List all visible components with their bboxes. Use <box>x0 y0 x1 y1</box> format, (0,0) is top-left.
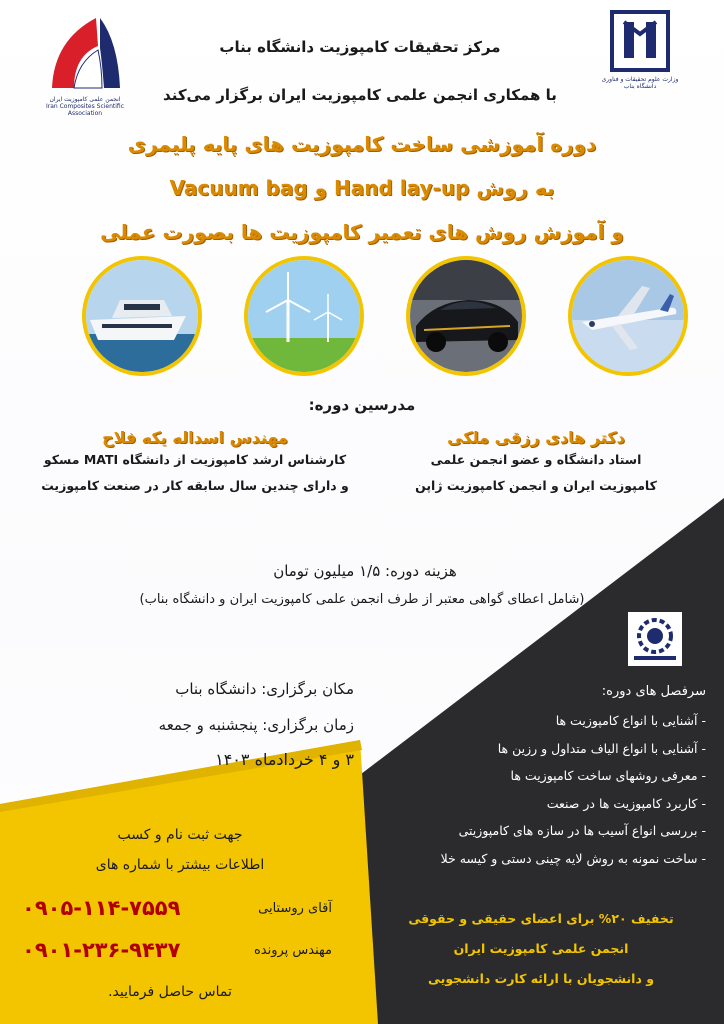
sports-car-image <box>406 256 526 376</box>
university-logo-caption-2: دانشگاه بناب <box>623 83 657 90</box>
instructor-left-desc-1: کارشناس ارشد کامپوزیت از دانشگاه MATI مسکو <box>43 452 347 467</box>
university-logo-caption-1: وزارت علوم تحقیقات و فناوری <box>601 76 679 83</box>
discount-line-3: و دانشجویان با ارائه کارت دانشجویی <box>428 971 654 986</box>
wind-turbine-image <box>244 256 364 376</box>
phone-number[interactable]: ۰۹۰۵-۱۱۴-۷۵۵۹ <box>22 896 181 920</box>
contact-closing: تماس حاصل فرمایید. <box>108 984 232 1000</box>
society-logo-caption-1: انجمن علمی کامپوزیت ایران <box>49 96 121 103</box>
venue-date: ۳ و ۴ خردادماه ۱۴۰۳ <box>215 750 354 769</box>
topic-item: - آشنایی با انواع الیاف متداول و رزین ها <box>497 740 706 756</box>
topic-item: - ساخت نمونه به روش لایه چینی دستی و کیسه خلا <box>440 850 706 866</box>
society-emblem-icon <box>44 12 126 92</box>
research-center-badge <box>624 608 686 670</box>
header-line-1: مرکز تحقیقات کامپوزیت دانشگاه بناب <box>219 38 501 56</box>
course-fee: هزینه دوره: ۱/۵ میلیون تومان <box>273 562 457 580</box>
topic-item: - آشنایی با انواع کامپوزیت ها <box>555 713 706 728</box>
book-emblem-icon <box>610 10 670 72</box>
instructor-right-name: دکتر هادی رزقی ملکی <box>447 428 625 447</box>
topic-item: - معرفی روشهای ساخت کامپوزیت ها <box>510 768 706 783</box>
instructor-right-desc-2: کامپوزیت ایران و انجمن کامپوزیت ژاپن <box>415 478 657 493</box>
instructor-right-desc-1: استاد دانشگاه و عضو انجمن علمی <box>430 452 642 467</box>
course-topics <box>376 684 706 872</box>
composite-society-logo <box>40 12 130 117</box>
society-logo-caption-2: Iran Composites Scientific Association <box>45 103 125 117</box>
contact-row <box>22 938 332 968</box>
contact-row <box>22 896 332 926</box>
instructor-left <box>10 428 380 499</box>
registration-line-1: جهت ثبت نام و کسب <box>117 827 243 843</box>
venue-time: زمان برگزاری: پنجشنبه و جمعه <box>158 716 354 734</box>
topic-item: - کاربرد کامپوزیت ها در صنعت <box>546 795 706 811</box>
certificate-note: (شامل اعطای گواهی معتبر از طرف انجمن علمی کامپوزیت ایران و دانشگاه بناب) <box>139 592 585 607</box>
university-logo <box>594 10 686 100</box>
venue-place: مکان برگزاری: دانشگاه بناب <box>175 680 354 698</box>
gear-book-icon <box>624 608 686 670</box>
airplane-image <box>568 256 688 376</box>
course-title-line-2: به روش Hand lay-up و Vacuum bag <box>169 176 555 200</box>
instructor-left-name: مهندس اسداله یکه فلاح <box>102 428 288 447</box>
discount-note <box>376 904 706 994</box>
topic-item: - بررسی انواع آسیب ها در سازه های کامپوزیتی <box>458 823 706 838</box>
registration-text <box>20 820 340 880</box>
instructor-right <box>366 428 706 499</box>
course-title-line-3: و آموزش روش های تعمیر کامپوزیت ها بصورت عملی <box>100 220 624 244</box>
topics-title: سرفصل های دوره: <box>601 684 706 699</box>
registration-line-2: اطلاعات بیشتر با شماره های <box>95 857 265 873</box>
discount-line-1: تخفیف ۲۰% برای اعضای حقیقی و حقوقی <box>408 911 674 926</box>
image-strip <box>0 256 724 376</box>
course-title-line-1: دوره آموزشی ساخت کامپوزیت های پایه پلیمری <box>127 132 597 156</box>
instructors-title: مدرسین دوره: <box>308 396 416 414</box>
header-line-2: با همکاری انجمن علمی کامپوزیت ایران برگزار می‌کند <box>163 86 557 104</box>
phone-number[interactable]: ۰۹۰۱-۲۳۶-۹۴۳۷ <box>22 938 181 962</box>
contact-name: مهندس پرونده <box>253 943 332 958</box>
instructor-left-desc-2: و دارای چندین سال سابقه کار در صنعت کامپوزیت <box>41 478 349 493</box>
yacht-image <box>82 256 202 376</box>
contact-name: آقای روستایی <box>258 901 332 916</box>
discount-line-2: انجمن علمی کامپوزیت ایران <box>453 941 629 956</box>
